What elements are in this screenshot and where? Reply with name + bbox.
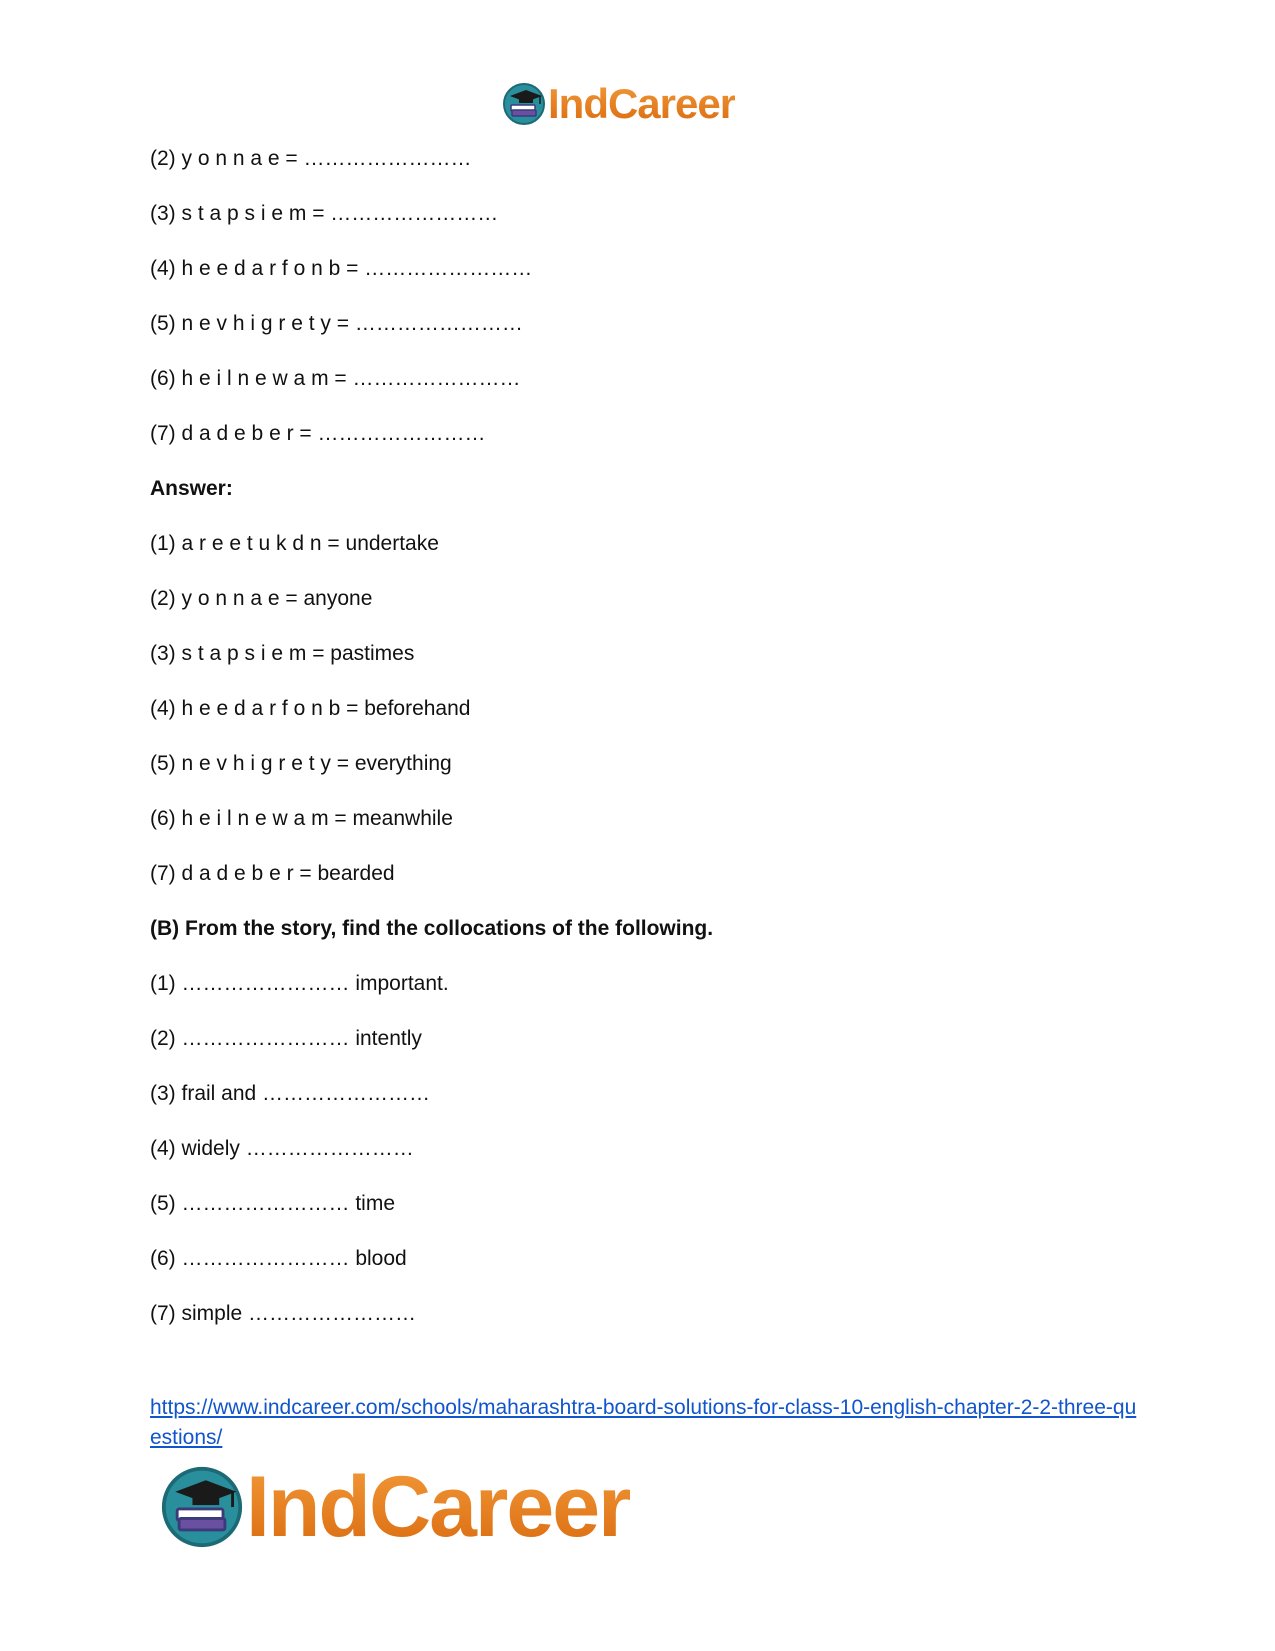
answer-line: (4) h e e d a r f o n b = beforehand bbox=[150, 697, 471, 720]
question-line: (7) d a d e b e r = …………………… bbox=[150, 422, 486, 445]
collocation-line: (7) simple …………………… bbox=[150, 1302, 417, 1325]
collocation-line: (4) widely …………………… bbox=[150, 1137, 414, 1160]
answer-line: (1) a r e e t u k d n = undertake bbox=[150, 532, 439, 555]
collocation-line: (6) …………………… blood bbox=[150, 1247, 407, 1270]
collocation-line: (1) …………………… important. bbox=[150, 972, 449, 995]
collocation-line: (2) …………………… intently bbox=[150, 1027, 422, 1050]
answer-heading: Answer: bbox=[150, 477, 233, 500]
source-link-block bbox=[150, 1393, 1140, 1453]
graduation-book-icon bbox=[502, 82, 546, 126]
question-line: (6) h e i l n e w a m = …………………… bbox=[150, 367, 521, 390]
footer-logo bbox=[160, 1458, 630, 1555]
graduation-book-icon bbox=[160, 1465, 244, 1549]
collocation-line: (5) …………………… time bbox=[150, 1192, 396, 1215]
question-line: (5) n e v h i g r e t y = …………………… bbox=[150, 312, 523, 335]
logo-wordmark: IndCareer bbox=[548, 80, 736, 127]
logo-wordmark: IndCareer bbox=[246, 1458, 630, 1555]
answer-line: (6) h e i l n e w a m = meanwhile bbox=[150, 807, 453, 830]
section-b-heading: (B) From the story, find the collocations of the following. bbox=[150, 917, 714, 940]
answer-line: (2) y o n n a e = anyone bbox=[150, 587, 373, 610]
source-link[interactable]: https://www.indcareer.com/schools/maharashtra-board-solutions-for-class-10-english-chapter-2-2-three-questions/ bbox=[150, 1396, 1137, 1449]
answer-line: (7) d a d e b e r = bearded bbox=[150, 862, 395, 885]
question-line: (4) h e e d a r f o n b = …………………… bbox=[150, 257, 533, 280]
answer-line: (5) n e v h i g r e t y = everything bbox=[150, 752, 452, 775]
header-logo bbox=[502, 80, 735, 128]
question-line: (3) s t a p s i e m = …………………… bbox=[150, 202, 499, 225]
collocation-line: (3) frail and …………………… bbox=[150, 1082, 431, 1105]
document-body bbox=[150, 146, 1130, 1356]
question-line: (2) y o n n a e = …………………… bbox=[150, 147, 472, 170]
answer-line: (3) s t a p s i e m = pastimes bbox=[150, 642, 415, 665]
